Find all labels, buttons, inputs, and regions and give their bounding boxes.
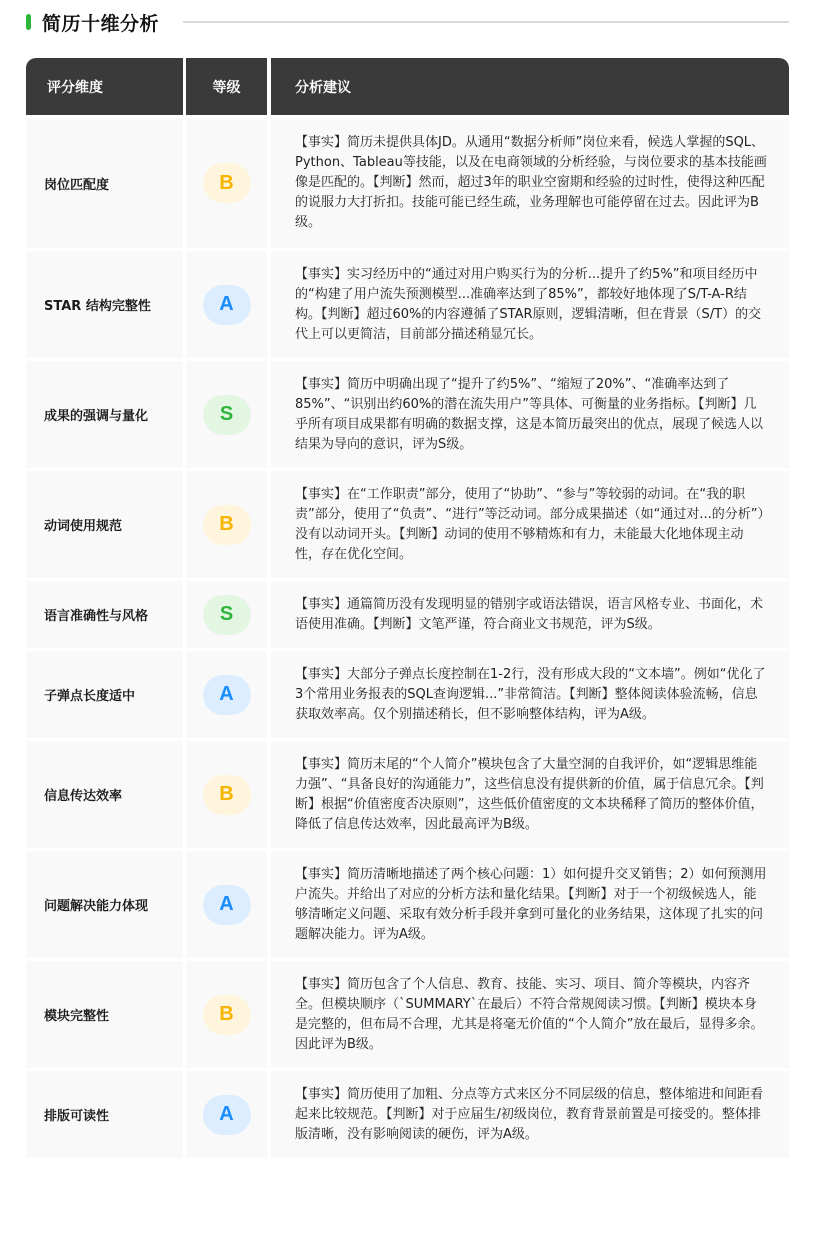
grade-badge: S — [203, 595, 251, 635]
header-analysis: 分析建议 — [271, 58, 789, 115]
title-divider — [183, 21, 789, 23]
analysis-text: 【事实】简历包含了个人信息、教育、技能、实习、项目、简介等模块，内容齐全。但模块顺序（`SUMMARY`在最后）不符合常规阅读习惯。【判断】模块本身是完整的，但布局不合理，尤其是将毫无价值的“个人简介”放在最后，显得多余。因此评为B级。 — [271, 961, 789, 1068]
table-row — [26, 961, 789, 1068]
grade-cell — [186, 961, 267, 1068]
analysis-text: 【事实】实习经历中的“通过对用户购买行为的分析...提升了约5%”和项目经历中的“构建了用户流失预测模型...准确率达到了85%”，都较好地体现了S/T-A-R结构。【判断】超过60%的内容遵循了STAR原则，逻辑清晰，但在背景（S/T）的交代上可以更简洁，目前部分描述稍显冗长。 — [271, 251, 789, 358]
accent-bar — [26, 14, 31, 30]
dimension-label: 成果的强调与量化 — [26, 361, 183, 468]
grade-badge: B — [203, 505, 251, 545]
grade-cell — [186, 851, 267, 958]
analysis-text: 【事实】简历末尾的“个人简介”模块包含了大量空洞的自我评价，如“逻辑思维能力强”、“具备良好的沟通能力”，这些信息没有提供新的价值，属于信息冗余。【判断】根据“价值密度否决原则”，这些低价值密度的文本块稀释了简历的整体价值，降低了信息传达效率，因此最高评为B级。 — [271, 741, 789, 848]
table-header-row — [26, 58, 789, 115]
grade-cell — [186, 1071, 267, 1158]
grade-cell — [186, 471, 267, 578]
table-row — [26, 581, 789, 648]
grade-badge: B — [203, 995, 251, 1035]
table-row — [26, 741, 789, 848]
grade-cell — [186, 251, 267, 358]
header-grade: 等级 — [186, 58, 267, 115]
grade-badge: A — [203, 285, 251, 325]
analysis-text: 【事实】在“工作职责”部分，使用了“协助”、“参与”等较弱的动词。在“我的职责”部分，使用了“负责”、“进行”等泛动词。部分成果描述（如“通过对...的分析”）没有以动词开头。【判断】动词的使用不够精炼和有力，未能最大化地体现主动性，存在优化空间。 — [271, 471, 789, 578]
analysis-text: 【事实】简历清晰地描述了两个核心问题：1）如何提升交叉销售；2）如何预测用户流失。并给出了对应的分析方法和量化结果。【判断】对于一个初级候选人，能够清晰定义问题、采取有效分析手段并拿到可量化的业务结果，这体现了扎实的问题解决能力。评为A级。 — [271, 851, 789, 958]
analysis-table — [26, 58, 789, 1161]
grade-badge: S — [203, 395, 251, 435]
grade-badge: B — [203, 163, 251, 203]
analysis-text: 【事实】简历使用了加粗、分点等方式来区分不同层级的信息，整体缩进和间距看起来比较规范。【判断】对于应届生/初级岗位，教育背景前置是可接受的。整体排版清晰，没有影响阅读的硬伤，评为A级。 — [271, 1071, 789, 1158]
analysis-text: 【事实】简历中明确出现了“提升了约5%”、“缩短了20%”、“准确率达到了85%”、“识别出约60%的潜在流失用户”等具体、可衡量的业务指标。【判断】几乎所有项目成果都有明确的数据支撑，这是本简历最突出的优点，展现了候选人以结果为导向的意识，评为S级。 — [271, 361, 789, 468]
dimension-label: 子弹点长度适中 — [26, 651, 183, 738]
table-row — [26, 851, 789, 958]
grade-cell — [186, 741, 267, 848]
section-title: 简历十维分析 — [42, 12, 160, 35]
dimension-label: 信息传达效率 — [26, 741, 183, 848]
grade-badge: B — [203, 775, 251, 815]
table-row — [26, 361, 789, 468]
grade-badge: A — [203, 885, 251, 925]
analysis-text: 【事实】通篇简历没有发现明显的错别字或语法错误，语言风格专业、书面化，术语使用准确。【判断】文笔严谨，符合商业文书规范，评为S级。 — [271, 581, 789, 648]
table-row — [26, 1071, 789, 1158]
table-row — [26, 651, 789, 738]
dimension-label: 岗位匹配度 — [26, 118, 183, 248]
dimension-label: 语言准确性与风格 — [26, 581, 183, 648]
dimension-label: 模块完整性 — [26, 961, 183, 1068]
grade-cell — [186, 118, 267, 248]
grade-cell — [186, 651, 267, 738]
dimension-label: 问题解决能力体现 — [26, 851, 183, 958]
analysis-text: 【事实】大部分子弹点长度控制在1-2行，没有形成大段的“文本墙”。例如“优化了3个常用业务报表的SQL查询逻辑...”非常简洁。【判断】整体阅读体验流畅，信息获取效率高。仅个别描述稍长，但不影响整体结构，评为A级。 — [271, 651, 789, 738]
grade-badge: A — [203, 1095, 251, 1135]
grade-cell — [186, 581, 267, 648]
analysis-text: 【事实】简历未提供具体JD。从通用“数据分析师”岗位来看，候选人掌握的SQL、Python、Tableau等技能，以及在电商领域的分析经验，与岗位要求的基本技能画像是匹配的。【判断】然而，超过3年的职业空窗期和经验的过时性，使得这种匹配的说服力大打折扣。技能可能已经生疏，业务理解也可能停留在过去。因此评为B级。 — [271, 118, 789, 248]
table-row — [26, 471, 789, 578]
table-row — [26, 118, 789, 248]
grade-badge: A — [203, 675, 251, 715]
dimension-label: 动词使用规范 — [26, 471, 183, 578]
dimension-label: STAR 结构完整性 — [26, 251, 183, 358]
dimension-label: 排版可读性 — [26, 1071, 183, 1158]
section-header — [26, 8, 789, 36]
header-dimension: 评分维度 — [26, 58, 183, 115]
table-row — [26, 251, 789, 358]
grade-cell — [186, 361, 267, 468]
